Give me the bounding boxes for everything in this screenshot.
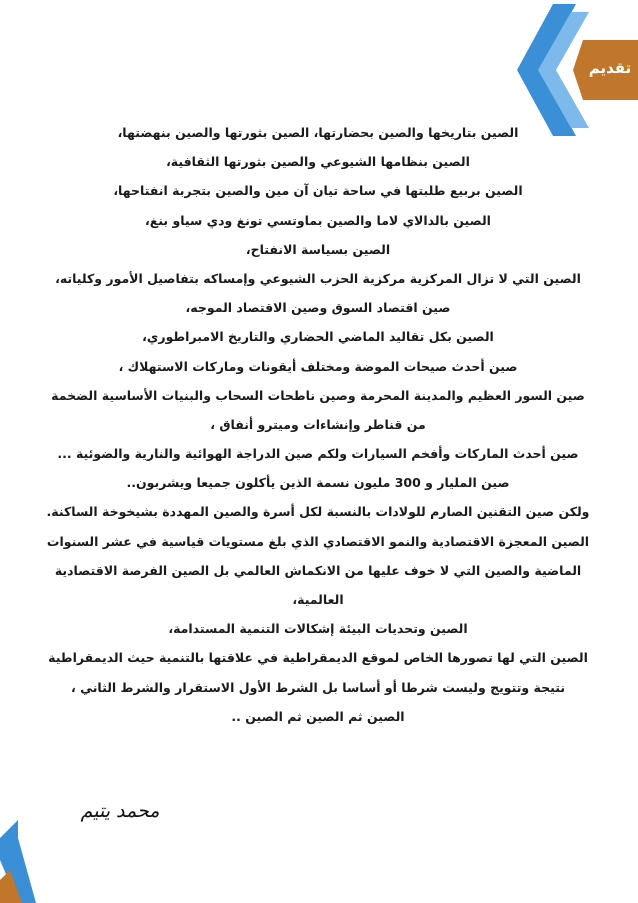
corner-chevron-blue: [0, 820, 36, 903]
text-line: ولكن صين التقنين الصارم للولادات بالنسبة لكل أسرة والصين المهددة بشيخوخة الساكنة.: [46, 504, 590, 520]
text-line: الصين المعجزة الاقتصادية والنمو الاقتصادي الذي بلغ مستويات قياسية في عشر السنوات: [46, 533, 590, 549]
text-line: صين السور العظيم والمدينة المحرمة وصين ناطحات السحاب والبنيات الأساسية الضخمة: [51, 387, 585, 403]
text-line: الصين التي لا تزال المركزية مركزية الحزب الشيوعي وإمساكه بتفاصيل الأمور وكلياته،: [55, 270, 581, 286]
text-line: صين المليار و 300 مليون نسمة الذين يأكلون جميعا ويشربون..: [126, 475, 510, 491]
text-line: الصين بالدالاي لاما والصين بماوتسي تونغ ودي سياو بنغ،: [145, 212, 491, 228]
corner-chevron-orange: [0, 870, 22, 903]
text-line: الصين بنظامها الشيوعي والصين بثورتها الثقافية،: [166, 154, 470, 170]
text-line: صين اقتصاد السوق وصين الاقتصاد الموجه،: [185, 300, 451, 316]
section-title: تقديم: [588, 59, 632, 77]
text-line: العالمية،: [292, 592, 344, 607]
author-signature: محمد يتيم: [80, 800, 160, 822]
section-badge: [582, 47, 638, 89]
text-line: الماضية والصين التي لا خوف عليها من الانكماش العالمي بل الصين الفرصة الاقتصادية: [54, 562, 582, 578]
text-line: الصين ثم الصين ثم الصين ..: [231, 708, 405, 724]
text-line: صين أحدث صيحات الموضة ومختلف أيقونات وماركات الاستهلاك ،: [118, 358, 518, 374]
text-line: نتيجة وتتويج وليست شرطا أو أساسا بل الشرط الأول الاستقرار والشرط الثاني ،: [70, 679, 566, 695]
text-line: من قناطر وإنشاءات وميترو أنفاق ،: [210, 416, 426, 432]
text-line: صين أحدث الماركات وأفخم السيارات ولكم صين الدراجة الهوائية والنارية والضوئية ...: [57, 446, 579, 462]
text-line: الصين بربيع طلبتها في ساحة تيان آن مين والصين بتجربة انفتاحها،: [113, 183, 523, 199]
text-line: الصين التي لها تصورها الخاص لموقع الديمقراطية في علاقتها بالتنمية حيث الديمقراطية: [48, 650, 588, 666]
text-line: الصين بسياسة الانفتاح،: [245, 241, 391, 257]
text-line: الصين وتحديات البيئة إشكالات التنمية المستدامة،: [168, 621, 468, 637]
introduction-text: [28, 118, 608, 731]
text-line: الصين بتاريخها والصين بحضارتها، الصين بثورتها والصين بنهضتها،: [117, 125, 519, 140]
text-line: الصين بكل تقاليد الماضي الحضاري والتاريخ الامبراطوري،: [142, 329, 494, 345]
